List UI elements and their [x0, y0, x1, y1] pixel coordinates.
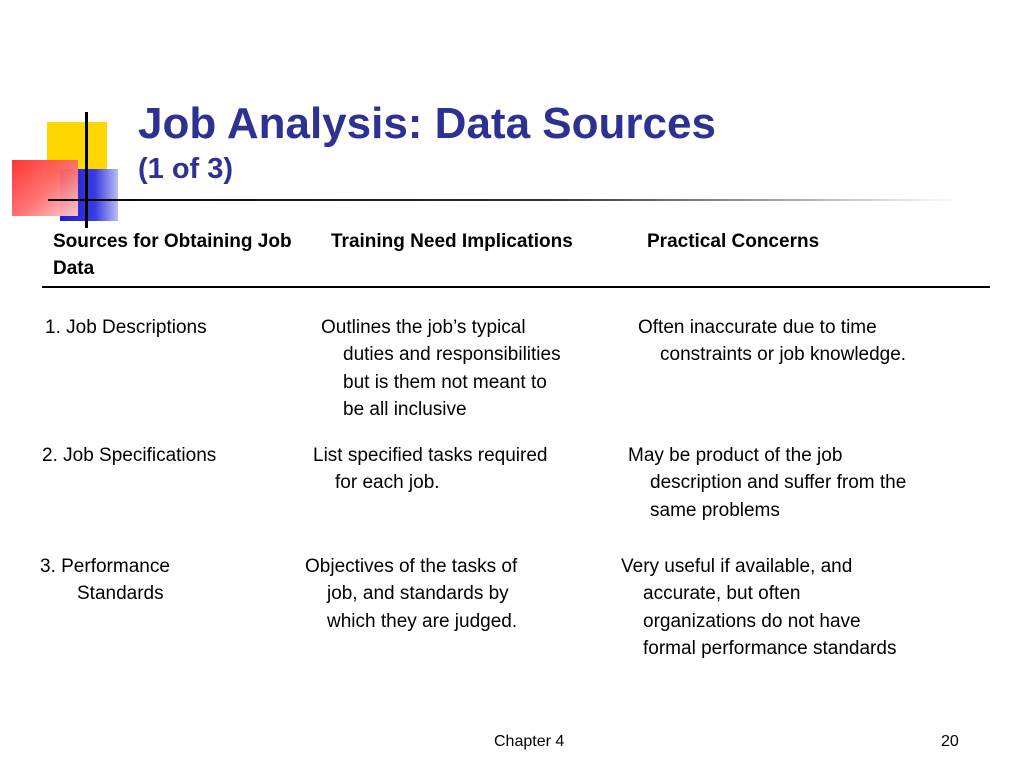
header-rule	[42, 286, 990, 288]
slide-title: Job Analysis: Data Sources	[138, 99, 716, 148]
row-2-concern: May be product of the job description and suffer from the same problems	[628, 445, 907, 521]
row-3-source: 3. Performance Standards	[40, 556, 170, 605]
row-1-source: 1. Job Descriptions	[45, 317, 207, 338]
vertical-line-decoration	[85, 112, 88, 228]
footer-chapter: Chapter 4	[494, 733, 565, 750]
column-header-training-implications: Training Need Implications	[331, 231, 573, 252]
row-1-implication: Outlines the job’s typical duties and responsibilities but is them not meant to be all inclusive	[321, 317, 561, 420]
row-3-implication: Objectives of the tasks of job, and standards by which they are judged.	[305, 556, 518, 632]
row-2-source: 2. Job Specifications	[42, 445, 217, 466]
red-square-decoration	[12, 160, 78, 216]
row-2-implication: List specified tasks required for each job.	[313, 445, 548, 494]
slide-subtitle: (1 of 3)	[138, 153, 234, 185]
row-1-concern: Often inaccurate due to time constraints or job knowledge.	[638, 317, 907, 366]
row-3-concern: Very useful if available, and accurate, but often organizations do not have formal performance standards	[621, 556, 897, 659]
column-header-practical-concerns: Practical Concerns	[647, 231, 820, 252]
column-header-sources: Sources for Obtaining Job Data	[53, 231, 292, 279]
title-underline	[48, 199, 960, 201]
footer-page-number: 20	[941, 733, 959, 750]
